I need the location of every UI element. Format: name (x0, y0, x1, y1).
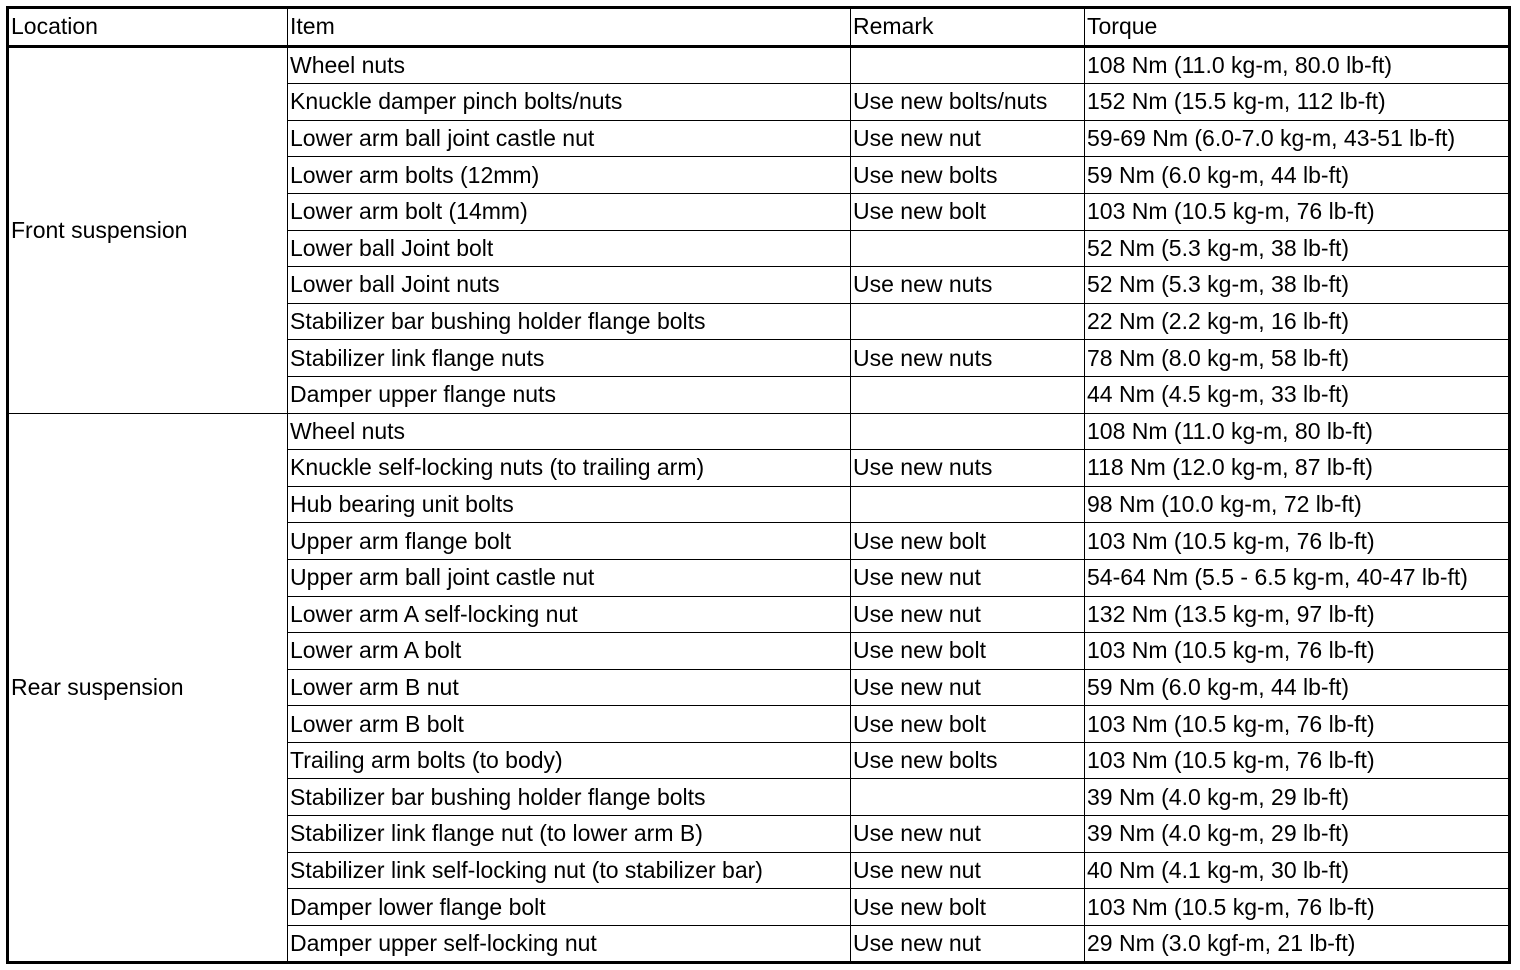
item-cell: Knuckle self-locking nuts (to trailing arm) (288, 450, 851, 487)
remark-cell: Use new bolt (851, 889, 1085, 926)
location-cell: Front suspension (8, 46, 288, 413)
location-cell: Rear suspension (8, 413, 288, 963)
torque-cell: 108 Nm (11.0 kg-m, 80.0 lb-ft) (1085, 46, 1510, 84)
header-location: Location (8, 8, 288, 47)
item-cell: Lower arm B nut (288, 669, 851, 706)
torque-cell: 52 Nm (5.3 kg-m, 38 lb-ft) (1085, 267, 1510, 304)
item-cell: Stabilizer bar bushing holder flange bolts (288, 779, 851, 816)
torque-cell: 52 Nm (5.3 kg-m, 38 lb-ft) (1085, 230, 1510, 267)
item-cell: Trailing arm bolts (to body) (288, 742, 851, 779)
item-cell: Stabilizer link flange nuts (288, 340, 851, 377)
item-cell: Lower arm bolt (14mm) (288, 193, 851, 230)
remark-cell: Use new bolts (851, 742, 1085, 779)
item-cell: Hub bearing unit bolts (288, 486, 851, 523)
remark-cell (851, 46, 1085, 84)
remark-cell (851, 303, 1085, 340)
torque-cell: 103 Nm (10.5 kg-m, 76 lb-ft) (1085, 523, 1510, 560)
remark-cell: Use new bolt (851, 523, 1085, 560)
remark-cell (851, 230, 1085, 267)
torque-cell: 59-69 Nm (6.0-7.0 kg-m, 43-51 lb-ft) (1085, 120, 1510, 157)
remark-cell: Use new bolts/nuts (851, 84, 1085, 121)
remark-cell (851, 779, 1085, 816)
item-cell: Upper arm flange bolt (288, 523, 851, 560)
remark-cell: Use new nut (851, 596, 1085, 633)
torque-cell: 39 Nm (4.0 kg-m, 29 lb-ft) (1085, 816, 1510, 853)
item-cell: Lower ball Joint bolt (288, 230, 851, 267)
torque-cell: 103 Nm (10.5 kg-m, 76 lb-ft) (1085, 633, 1510, 670)
remark-cell: Use new nut (851, 852, 1085, 889)
item-cell: Lower arm A bolt (288, 633, 851, 670)
header-torque: Torque (1085, 8, 1510, 47)
remark-cell: Use new nut (851, 559, 1085, 596)
remark-cell (851, 376, 1085, 413)
torque-cell: 98 Nm (10.0 kg-m, 72 lb-ft) (1085, 486, 1510, 523)
item-cell: Wheel nuts (288, 46, 851, 84)
remark-cell: Use new bolt (851, 633, 1085, 670)
remark-cell: Use new nuts (851, 340, 1085, 377)
torque-cell: 118 Nm (12.0 kg-m, 87 lb-ft) (1085, 450, 1510, 487)
table-row (8, 46, 1510, 84)
remark-cell: Use new nut (851, 816, 1085, 853)
remark-cell: Use new nut (851, 669, 1085, 706)
remark-cell: Use new bolts (851, 157, 1085, 194)
item-cell: Stabilizer link flange nut (to lower arm B) (288, 816, 851, 853)
item-cell: Lower arm B bolt (288, 706, 851, 743)
torque-cell: 103 Nm (10.5 kg-m, 76 lb-ft) (1085, 742, 1510, 779)
item-cell: Wheel nuts (288, 413, 851, 450)
item-cell: Upper arm ball joint castle nut (288, 559, 851, 596)
torque-cell: 78 Nm (8.0 kg-m, 58 lb-ft) (1085, 340, 1510, 377)
torque-cell: 103 Nm (10.5 kg-m, 76 lb-ft) (1085, 706, 1510, 743)
item-cell: Damper upper flange nuts (288, 376, 851, 413)
torque-cell: 103 Nm (10.5 kg-m, 76 lb-ft) (1085, 193, 1510, 230)
item-cell: Damper lower flange bolt (288, 889, 851, 926)
remark-cell: Use new nut (851, 120, 1085, 157)
torque-spec-table (6, 6, 1511, 964)
remark-cell: Use new nuts (851, 267, 1085, 304)
item-cell: Lower arm ball joint castle nut (288, 120, 851, 157)
remark-cell (851, 413, 1085, 450)
item-cell: Damper upper self-locking nut (288, 925, 851, 963)
torque-cell: 29 Nm (3.0 kgf-m, 21 lb-ft) (1085, 925, 1510, 963)
item-cell: Lower arm bolts (12mm) (288, 157, 851, 194)
remark-cell: Use new bolt (851, 193, 1085, 230)
torque-cell: 108 Nm (11.0 kg-m, 80 lb-ft) (1085, 413, 1510, 450)
item-cell: Stabilizer link self-locking nut (to stabilizer bar) (288, 852, 851, 889)
torque-cell: 103 Nm (10.5 kg-m, 76 lb-ft) (1085, 889, 1510, 926)
header-remark: Remark (851, 8, 1085, 47)
torque-cell: 132 Nm (13.5 kg-m, 97 lb-ft) (1085, 596, 1510, 633)
item-cell: Lower arm A self-locking nut (288, 596, 851, 633)
item-cell: Knuckle damper pinch bolts/nuts (288, 84, 851, 121)
header-row (8, 8, 1510, 47)
torque-cell: 40 Nm (4.1 kg-m, 30 lb-ft) (1085, 852, 1510, 889)
remark-cell: Use new nuts (851, 450, 1085, 487)
table-body (8, 46, 1510, 963)
torque-cell: 44 Nm (4.5 kg-m, 33 lb-ft) (1085, 376, 1510, 413)
item-cell: Lower ball Joint nuts (288, 267, 851, 304)
torque-cell: 152 Nm (15.5 kg-m, 112 lb-ft) (1085, 84, 1510, 121)
remark-cell (851, 486, 1085, 523)
remark-cell: Use new nut (851, 925, 1085, 963)
item-cell: Stabilizer bar bushing holder flange bolts (288, 303, 851, 340)
table-row (8, 413, 1510, 450)
torque-cell: 39 Nm (4.0 kg-m, 29 lb-ft) (1085, 779, 1510, 816)
torque-cell: 59 Nm (6.0 kg-m, 44 lb-ft) (1085, 157, 1510, 194)
torque-cell: 22 Nm (2.2 kg-m, 16 lb-ft) (1085, 303, 1510, 340)
remark-cell: Use new bolt (851, 706, 1085, 743)
header-item: Item (288, 8, 851, 47)
torque-cell: 54-64 Nm (5.5 - 6.5 kg-m, 40-47 lb-ft) (1085, 559, 1510, 596)
torque-cell: 59 Nm (6.0 kg-m, 44 lb-ft) (1085, 669, 1510, 706)
